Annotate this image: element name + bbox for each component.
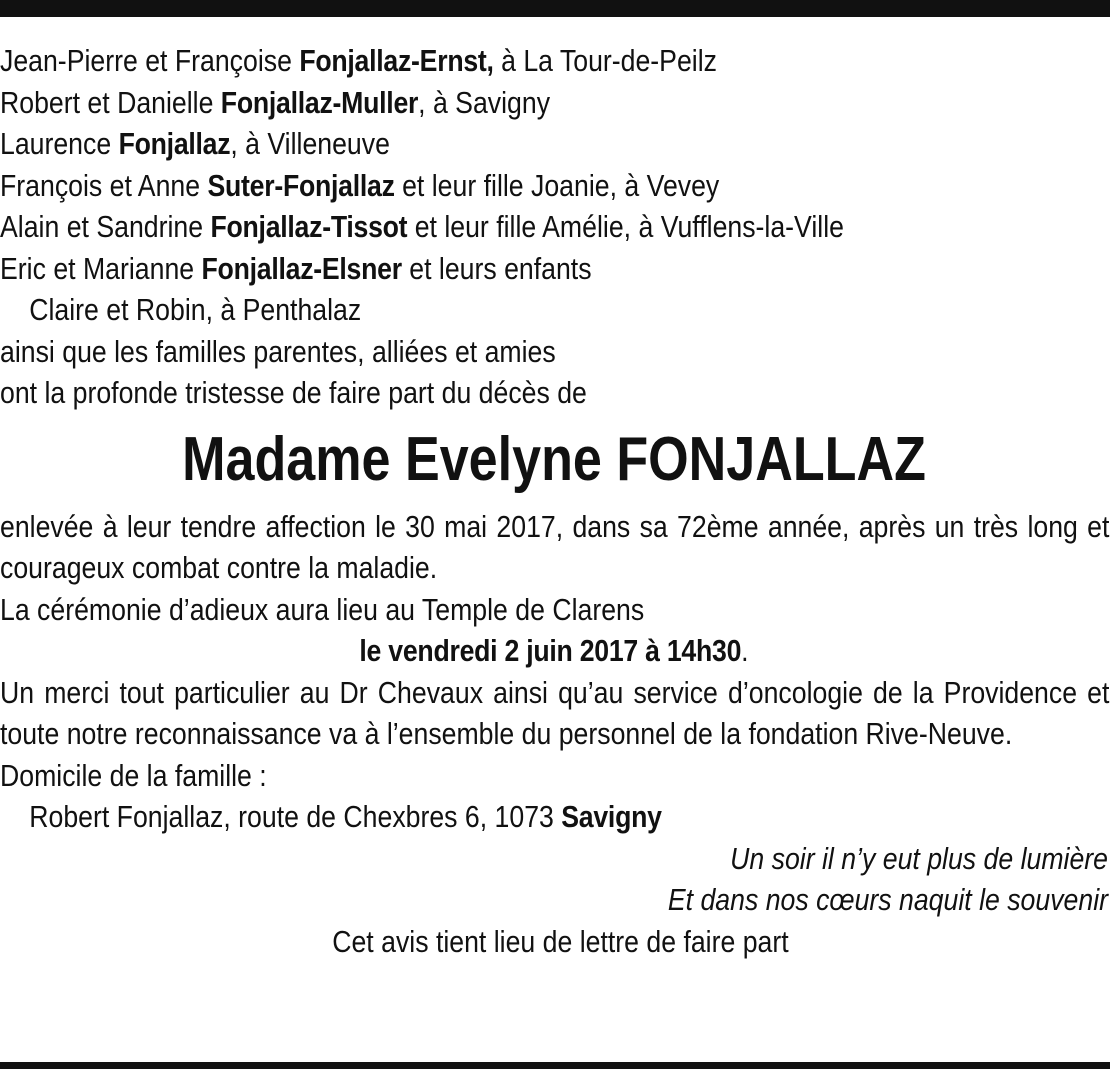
relatives-line: ainsi que les familles parentes, alliées et amies — [0, 333, 556, 369]
family-location: et leur fille Joanie, à Vevey — [394, 167, 720, 203]
ceremony-date-suffix: . — [741, 633, 749, 668]
deceased-name: Madame Evelyne FONJALLAZ — [182, 424, 926, 494]
family-member-names: Alain et Sandrine — [0, 209, 211, 244]
family-surname: Fonjallaz — [118, 126, 231, 161]
family-location: , à Villeneuve — [230, 126, 390, 161]
poem-line-2: Et dans nos cœurs naquit le souvenir — [667, 882, 1108, 917]
children-line: Claire et Robin, à Penthalaz — [29, 292, 362, 327]
thanks-paragraph: Un merci tout particulier au Dr Chevaux ainsi qu’au service d’oncologie de la Providence et toute notre reconnaissance va à l’ensemble du personnel de la fondation Rive-Neuve. — [0, 674, 1110, 751]
family-location: , à Savigny — [418, 84, 551, 120]
family-line-3 — [0, 123, 953, 165]
family-surname: Fonjallaz-Muller — [220, 84, 419, 120]
family-surname: Fonjallaz-Ernst, — [299, 43, 494, 78]
family-surname: Suter-Fonjallaz — [207, 167, 395, 203]
family-member-names: Laurence — [0, 126, 119, 161]
bottom-rule — [0, 1062, 1110, 1069]
family-location: à La Tour-de-Peilz — [493, 43, 717, 78]
family-member-names: Robert et Danielle — [0, 84, 221, 120]
family-line-1 — [0, 40, 953, 82]
family-location: et leurs enfants — [401, 250, 592, 286]
domicile-address: Robert Fonjallaz, route de Chexbres 6, 1073 — [29, 799, 562, 834]
death-paragraph: enlevée à leur tendre affection le 30 mai 2017, dans sa 72ème année, après un très long et courageux combat contre la maladie. — [0, 508, 1110, 585]
announcement-line: ont la profonde tristesse de faire part du décès de — [0, 375, 587, 410]
domicile-label: Domicile de la famille : — [0, 757, 267, 793]
top-rule — [0, 0, 1110, 17]
family-surname: Fonjallaz-Elsner — [201, 250, 402, 286]
ceremony-line: La cérémonie d’adieux aura lieu au Temple de Clarens — [0, 591, 645, 627]
obituary-notice — [0, 40, 1108, 962]
family-member-names: Eric et Marianne — [0, 250, 202, 286]
closing-line: Cet avis tient lieu de lettre de faire part — [332, 923, 789, 959]
family-line-2 — [0, 82, 953, 124]
family-line-5 — [0, 206, 953, 248]
poem-line-1: Un soir il n’y eut plus de lumière — [730, 840, 1108, 876]
ceremony-date-line — [78, 630, 1031, 672]
family-line-6 — [0, 248, 953, 290]
family-member-names: François et Anne — [0, 167, 208, 203]
domicile-address-line — [0, 796, 953, 838]
ceremony-date: le vendredi 2 juin 2017 à 14h30 — [359, 633, 742, 668]
family-member-names: Jean-Pierre et Françoise — [0, 43, 300, 78]
family-line-4 — [0, 165, 953, 207]
domicile-city: Savigny — [561, 799, 662, 834]
family-location: et leur fille Amélie, à Vufflens-la-Ville — [407, 209, 844, 244]
family-surname: Fonjallaz-Tissot — [210, 209, 408, 244]
